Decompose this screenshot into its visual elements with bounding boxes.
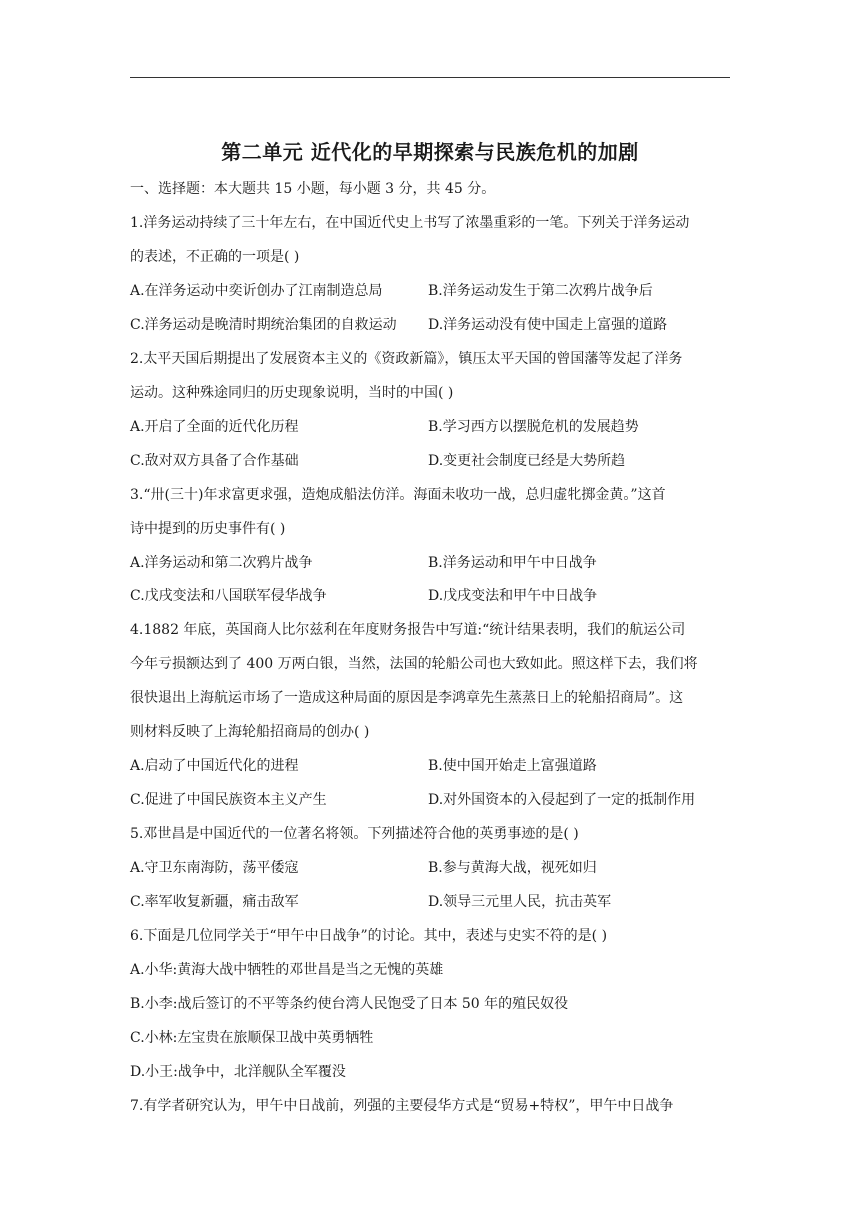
question-1-option-a: A.在洋务运动中奕䜣创办了江南制造总局 xyxy=(130,283,383,299)
question-4-stem-line-1: 4.1882 年底，英国商人比尔兹利在年度财务报告中写道:“统计结果表明，我们的航运公司 xyxy=(130,622,686,638)
question-3-option-c: C.戊戌变法和八国联军侵华战争 xyxy=(130,588,327,604)
question-4-stem-line-3: 很快退出上海航运市场了一造成这种局面的原因是李鸿章先生蒸蒸日上的轮船招商局”。这 xyxy=(130,690,684,706)
question-5-option-a: A.守卫东南海防，荡平倭寇 xyxy=(130,860,299,876)
question-6-option-a: A.小华:黄海大战中牺牲的邓世昌是当之无愧的英雄 xyxy=(130,962,444,978)
question-5-stem-line-1: 5.邓世昌是中国近代的一位著名将领。下列描述符合他的英勇事迹的是( ) xyxy=(130,826,579,842)
question-3-option-b: B.洋务运动和甲午中日战争 xyxy=(428,555,597,571)
question-5-option-c: C.率军收复新疆，痛击敌军 xyxy=(130,894,299,910)
question-2-option-c: C.敌对双方具备了合作基础 xyxy=(130,453,299,469)
question-2-stem-line-2: 运动。这种殊途同归的历史现象说明，当时的中国( ) xyxy=(130,385,454,401)
question-1-option-b: B.洋务运动发生于第二次鸦片战争后 xyxy=(428,283,653,299)
question-4-option-c: C.促进了中国民族资本主义产生 xyxy=(130,792,327,808)
question-7-stem-line-1: 7.有学者研究认为，甲午中日战前，列强的主要侵华方式是“贸易+特权”，甲午中日战争 xyxy=(130,1098,674,1114)
question-4-option-a: A.启动了中国近代化的进程 xyxy=(130,758,299,774)
question-2-option-a: A.开启了全面的近代化历程 xyxy=(130,419,299,435)
question-1-option-c: C.洋务运动是晚清时期统治集团的自救运动 xyxy=(130,317,397,333)
question-3-stem-line-2: 诗中提到的历史事件有( ) xyxy=(130,521,286,537)
question-3-option-d: D.戊戌变法和甲午中日战争 xyxy=(428,588,598,604)
page-title: 第二单元 近代化的早期探索与民族危机的加剧 xyxy=(221,140,639,164)
question-1-stem-line-2: 的表述，不正确的一项是( ) xyxy=(130,249,300,265)
question-6-option-c: C.小林:左宝贵在旅顺保卫战中英勇牺牲 xyxy=(130,1030,374,1046)
question-2-option-b: B.学习西方以摆脱危机的发展趋势 xyxy=(428,419,639,435)
question-1-option-d: D.洋务运动没有使中国走上富强的道路 xyxy=(428,317,668,333)
question-6-option-d: D.小王:战争中，北洋舰队全军覆没 xyxy=(130,1064,346,1080)
question-4-stem-line-2: 今年亏损额达到了 400 万两白银，当然，法国的轮船公司也大致如此。照这样下去，我们将 xyxy=(130,656,698,672)
question-4-option-b: B.使中国开始走上富强道路 xyxy=(428,758,597,774)
question-3-stem-line-1: 3.“卅(三十)年求富更求强，造炮成船法仿洋。海面未收功一战，总归虚牝掷金黄。”这首 xyxy=(130,487,666,503)
question-2-stem-line-1: 2.太平天国后期提出了发展资本主义的《资政新篇》，镇压太平天国的曾国藩等发起了洋务 xyxy=(130,351,683,367)
section-heading: 一、选择题：本大题共 15 小题，每小题 3 分，共 45 分。 xyxy=(130,181,496,197)
question-6-stem-line-1: 6.下面是几位同学关于“甲午中日战争”的讨论。其中，表述与史实不符的是( ) xyxy=(130,928,608,944)
question-2-option-d: D.变更社会制度已经是大势所趋 xyxy=(428,453,626,469)
question-4-stem-line-4: 则材料反映了上海轮船招商局的创办( ) xyxy=(130,724,370,740)
question-4-option-d: D.对外国资本的入侵起到了一定的抵制作用 xyxy=(428,792,696,808)
question-5-option-b: B.参与黄海大战，视死如归 xyxy=(428,860,597,876)
question-5-option-d: D.领导三元里人民，抗击英军 xyxy=(428,894,612,910)
question-1-stem-line-1: 1.洋务运动持续了三十年左右，在中国近代史上书写了浓墨重彩的一笔。下列关于洋务运动 xyxy=(130,215,690,231)
question-6-option-b: B.小李:战后签订的不平等条约使台湾人民饱受了日本 50 年的殖民奴役 xyxy=(130,996,569,1012)
question-3-option-a: A.洋务运动和第二次鸦片战争 xyxy=(130,555,313,571)
header-rule xyxy=(130,77,730,78)
